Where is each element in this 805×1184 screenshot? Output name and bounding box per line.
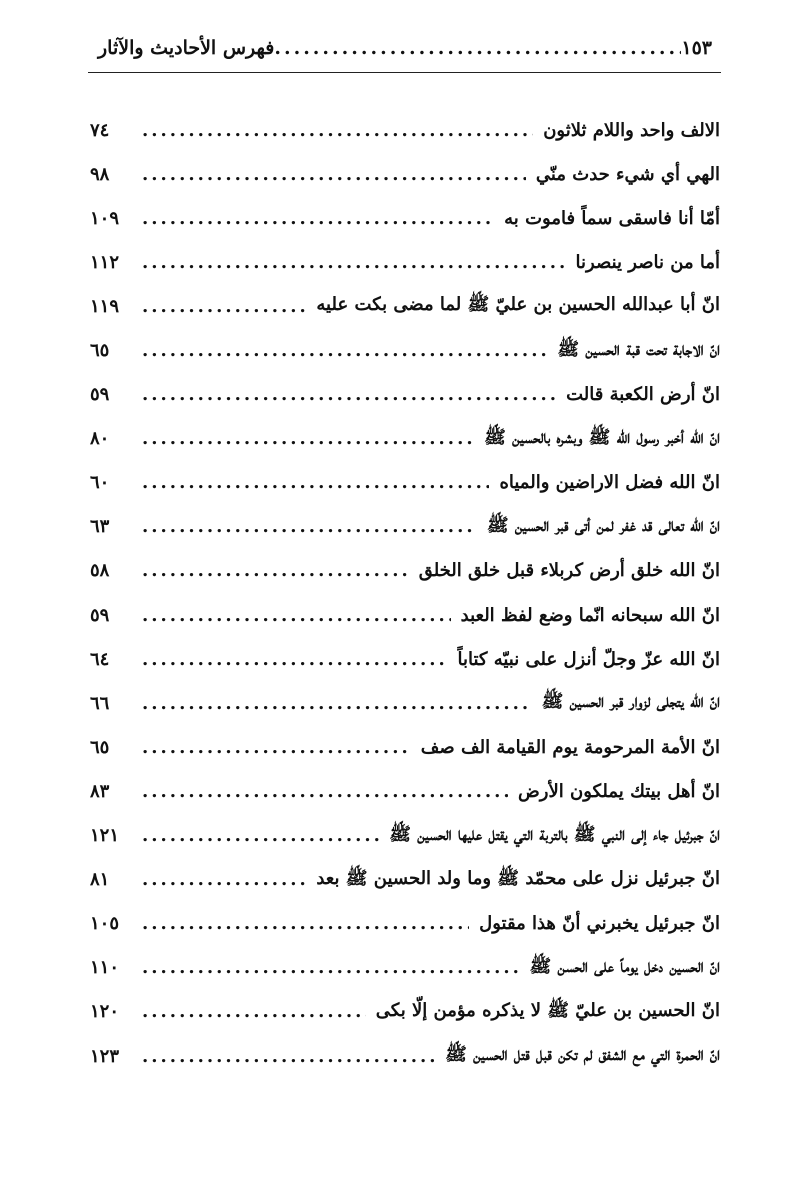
entry-leader-dots (142, 605, 451, 626)
index-entry (90, 505, 720, 549)
entry-page-number: ١١٠ (90, 957, 120, 979)
index-entry (90, 681, 720, 725)
entry-page-number: ٦٣ (90, 516, 110, 538)
index-entry (90, 725, 720, 769)
entry-text: الهي أي شيء حدث منّي (535, 163, 720, 185)
entry-leader-dots (142, 693, 532, 714)
entry-page-number: ٥٨ (90, 560, 110, 582)
index-entry (90, 152, 720, 196)
index-entry-list (90, 108, 720, 1078)
entry-page-number: ٥٩ (90, 604, 110, 626)
entry-text: انّ الاجابة تحت قبة الحسين ﷺ (557, 338, 720, 360)
entry-leader-dots (142, 164, 526, 185)
index-entry (90, 946, 720, 990)
entry-page-number: ٦٥ (90, 340, 110, 362)
entry-leader-dots (142, 516, 477, 537)
entry-text: انّ جبرئيل يخبرني أنّ هذا مقتول (479, 913, 720, 935)
index-entry (90, 461, 720, 505)
entry-page-number: ٨١ (90, 869, 110, 891)
entry-leader-dots (142, 1001, 366, 1022)
entry-page-number: ٩٨ (90, 163, 110, 185)
entry-text: انّ الله عزّ وجلّ أنزل على نبيّه كتاباً (457, 648, 720, 670)
page-header (90, 30, 720, 66)
entry-page-number: ١٠٩ (90, 207, 120, 229)
header-leader-dots (274, 37, 681, 59)
entry-page-number: ٦٠ (90, 472, 110, 494)
index-entry (90, 1034, 720, 1078)
index-entry (90, 902, 720, 946)
entry-text: انّ الحمرة التي مع الشفق لم تكن قبل قتل الحسين ﷺ (445, 1044, 720, 1066)
entry-page-number: ١٢٣ (90, 1045, 120, 1067)
entry-text: انّ الله فضل الاراضين والمياه (499, 472, 720, 494)
index-entry (90, 549, 720, 593)
entry-text: انّ الله سبحانه انّما وضع لفظ العبد (460, 604, 720, 626)
entry-leader-dots (142, 869, 306, 890)
entry-text: انّ الحسين بن عليّ ﷺ لا يذكره مؤمن إلّا بكى (375, 999, 720, 1021)
entry-leader-dots (142, 252, 566, 273)
entry-text: انّ أهل بيتك يملكون الأرض (517, 780, 720, 802)
entry-leader-dots (142, 560, 409, 581)
index-entry (90, 240, 720, 284)
index-entry (90, 108, 720, 152)
entry-text: انّ جبرئيل جاء إلى النبي ﷺ بالتربة التي يقتل عليها الحسين ﷺ (389, 823, 720, 845)
index-entry (90, 769, 720, 813)
entry-leader-dots (142, 428, 474, 449)
entry-page-number: ٨٣ (90, 780, 110, 802)
index-entry (90, 417, 720, 461)
index-entry (90, 196, 720, 240)
entry-leader-dots (142, 384, 556, 405)
entry-page-number: ١٢١ (90, 825, 120, 847)
entry-leader-dots (142, 1046, 435, 1067)
entry-leader-dots (142, 340, 547, 361)
entry-text: الالف واحد واللام ثلاثون (543, 119, 720, 141)
entry-leader-dots (142, 649, 447, 670)
index-entry (90, 284, 720, 328)
entry-text: انّ الحسين دخل يوماً على الحسن ﷺ (529, 955, 720, 977)
entry-leader-dots (142, 957, 519, 978)
index-entry (90, 990, 720, 1034)
entry-page-number: ١١٩ (90, 295, 120, 317)
entry-page-number: ٦٦ (90, 692, 110, 714)
entry-page-number: ١١٢ (90, 251, 120, 273)
entry-leader-dots (142, 120, 533, 141)
entry-page-number: ٦٥ (90, 736, 110, 758)
entry-text: انّ أبا عبدالله الحسين بن عليّ ﷺ لما مضى بكت عليه (316, 294, 720, 316)
entry-text: انّ الله تعالى قد غفر لمن أتى قبر الحسين ﷺ (486, 514, 720, 536)
entry-text: أمّا أنا فاسقى سماً فاموت به (504, 207, 720, 229)
index-entry (90, 858, 720, 902)
entry-page-number: ٥٩ (90, 384, 110, 406)
entry-leader-dots (142, 913, 469, 934)
entry-text: انّ الله خلق أرض كربلاء قبل خلق الخلق (418, 560, 720, 582)
header-title: فهرس الأحاديث والآثار (98, 37, 275, 59)
entry-leader-dots (142, 825, 379, 846)
entry-leader-dots (142, 296, 306, 317)
entry-page-number: ١٢٠ (90, 1001, 120, 1023)
entry-text: أما من ناصر ينصرنا (575, 251, 720, 273)
entry-page-number: ٧٤ (90, 119, 110, 141)
entry-text: انّ الأمة المرحومة يوم القيامة الف صف (420, 736, 720, 758)
index-entry (90, 593, 720, 637)
entry-page-number: ٨٠ (90, 428, 110, 450)
index-entry (90, 328, 720, 372)
index-entry (90, 637, 720, 681)
index-entry (90, 373, 720, 417)
header-divider (88, 72, 721, 73)
entry-page-number: ٦٤ (90, 648, 110, 670)
entry-text: انّ الله يتجلى لزوار قبر الحسين ﷺ (541, 691, 720, 713)
entry-text: انّ الله أخبر رسول الله ﷺ وبشره بالحسين ﷺ (484, 426, 720, 448)
entry-text: انّ أرض الكعبة قالت (566, 384, 720, 406)
entry-leader-dots (142, 781, 508, 802)
entry-page-number: ١٠٥ (90, 913, 120, 935)
index-entry (90, 814, 720, 858)
header-page-number: ١٥٣ (681, 37, 712, 59)
entry-leader-dots (142, 208, 494, 229)
entry-leader-dots (142, 472, 489, 493)
entry-text: انّ جبرئيل نزل على محمّد ﷺ وما ولد الحسين ﷺ بعد (316, 867, 720, 889)
entry-leader-dots (142, 737, 411, 758)
